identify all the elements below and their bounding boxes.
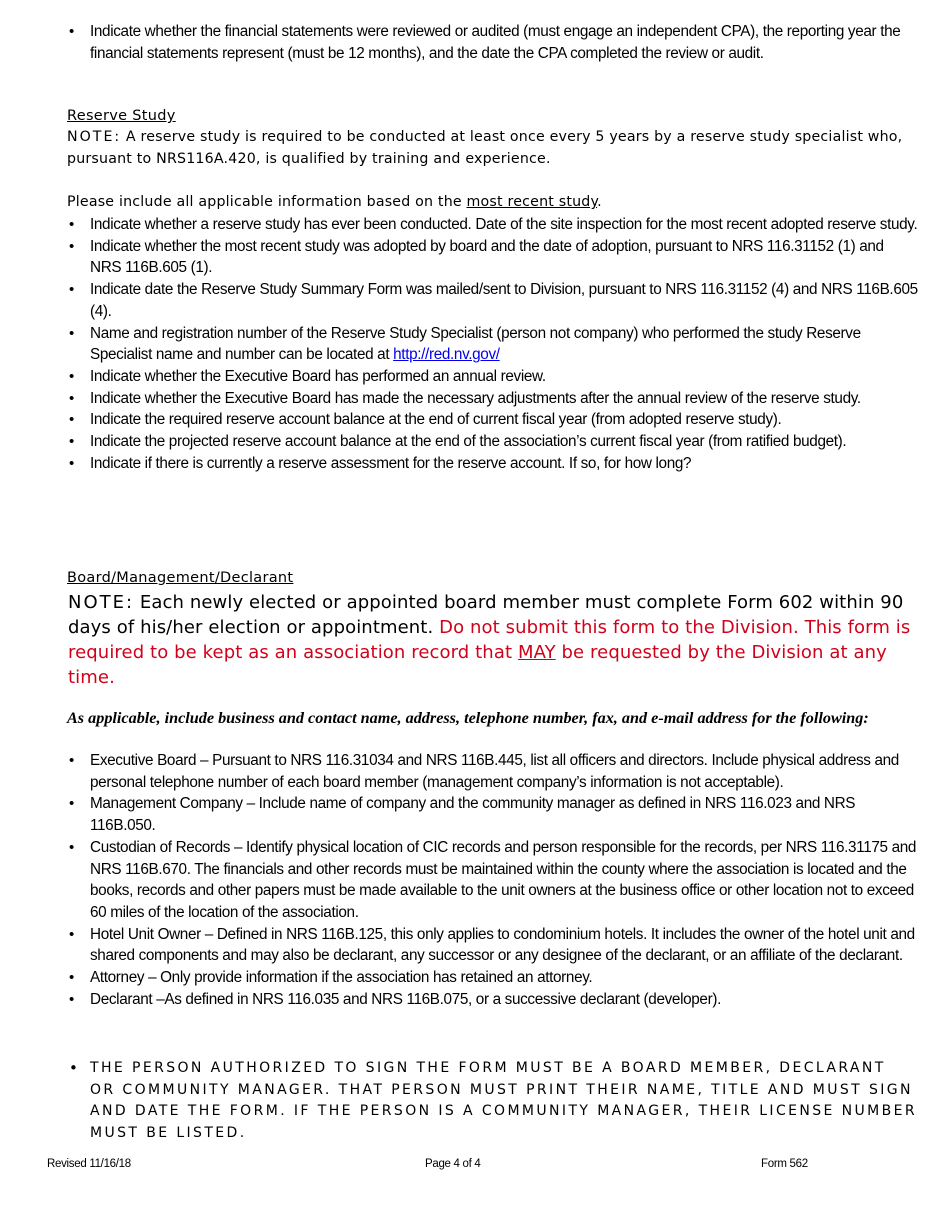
warning-text: Do not submit this form to the Division. This form is required to be kept as an association record that <box>68 617 911 663</box>
list-item: • Indicate whether a reserve study has ever been conducted. Date of the site inspection for the most recent adopted reserve study. <box>68 214 918 236</box>
list-item: • Attorney – Only provide information if the association has retained an attorney. <box>68 967 918 989</box>
reserve-study-intro <box>67 191 927 213</box>
list-item: • Indicate the required reserve account balance at the end of current fiscal year (from adopted reserve study). <box>68 409 918 431</box>
list-item: • Indicate date the Reserve Study Summary Form was mailed/sent to Division, pursuant to NRS 116.31152 (4) and NRS 116B.605 (4). <box>68 279 918 322</box>
reserve-study-note <box>67 126 927 170</box>
list-item: • THE PERSON AUTHORIZED TO SIGN THE FORM MUST BE A BOARD MEMBER, DECLARANT OR COMMUNITY MANAGER. THAT PERSON MUST PRINT THEIR NAME, TITLE AND MUST SIGN AND DATE THE FORM. IF THE PERSON IS A COMMUNITY MANAGER, THEIR LICENSE NUMBER MUST BE LISTED. <box>68 1058 918 1144</box>
intro-prefix: Please include all applicable information based on the <box>67 194 462 210</box>
list-item: • Declarant –As defined in NRS 116.035 and NRS 116B.075, or a successive declarant (developer). <box>68 989 918 1011</box>
board-list <box>68 750 918 1010</box>
list-item: • Management Company – Include name of company and the community manager as defined in NRS 116.023 and NRS 116B.050. <box>68 793 918 836</box>
note-text: Each newly elected or appointed board member must complete Form 602 within 90 days of his/her election or appointment. <box>68 592 904 638</box>
red-nv-gov-link[interactable]: http://red.nv.gov/ <box>393 346 500 364</box>
warning-text-end: be requested by the Division at any time. <box>68 642 887 688</box>
list-item: • Custodian of Records – Identify physical location of CIC records and person responsible for the records, per NRS 116.31175 and NRS 116B.670. The financials and other records must be maintained within the county where the association is located and the books, records and other papers must be made available to the unit owners at the business office or other location not to exceed 60 miles of the location of the association. <box>68 837 918 924</box>
footer-revised: Revised 11/16/18 <box>47 1158 131 1170</box>
list-item: • Indicate whether the financial statements were reviewed or audited (must engage an independent CPA), the reporting year the financial statements represent (must be 12 months), and the date the CPA completed the review or audit. <box>68 21 918 64</box>
footer-page-number: Page 4 of 4 <box>425 1158 481 1170</box>
list-item: • Executive Board – Pursuant to NRS 116.31034 and NRS 116B.445, list all officers and directors. Include physical address and personal telephone number of each board member (management company’s information is not acceptable). <box>68 750 918 793</box>
financial-statements-list <box>68 21 918 64</box>
list-item: • Indicate the projected reserve account balance at the end of the association’s current fiscal year (from ratified budget). <box>68 431 918 453</box>
reserve-study-list <box>68 214 918 474</box>
list-item: • Indicate whether the Executive Board has made the necessary adjustments after the annual review of the reserve study. <box>68 388 918 410</box>
note-label: NOTE: <box>68 592 135 613</box>
board-heading: Board/Management/Declarant <box>67 570 294 586</box>
list-item: • Indicate if there is currently a reserve assessment for the reserve account. If so, for how long? <box>68 453 918 475</box>
intro-underlined: most recent study <box>466 194 598 210</box>
signature-requirement-list <box>68 1058 918 1144</box>
list-item <box>68 323 918 366</box>
note-text: A reserve study is required to be conducted at least once every 5 years by a reserve study specialist who, pursuant to NRS116A.420, is qualified by training and experience. <box>67 129 903 167</box>
contact-instruction: As applicable, include business and contact name, address, telephone number, fax, and e-mail address for the following: <box>67 709 869 727</box>
note-label: NOTE: <box>67 129 122 145</box>
list-item: • Hotel Unit Owner – Defined in NRS 116B.125, this only applies to condominium hotels. It includes the owner of the hotel unit and shared components and may also be declarant, any successor or any designee of the declarant, or an affiliate of the declarant. <box>68 924 918 967</box>
list-item: • Indicate whether the most recent study was adopted by board and the date of adoption, pursuant to NRS 116.31152 (1) and NRS 116B.605 (1). <box>68 236 918 279</box>
list-item: • Indicate whether the Executive Board has performed an annual review. <box>68 366 918 388</box>
warning-underlined: MAY <box>517 642 556 663</box>
footer-form-number: Form 562 <box>761 1158 808 1170</box>
specialist-text: Name and registration number of the Reserve Study Specialist (person not company) who performed the study Reserve Specialist name and number can be located at <box>90 324 861 364</box>
board-note <box>68 590 928 690</box>
intro-suffix: . <box>597 194 602 210</box>
reserve-study-heading: Reserve Study <box>67 108 176 124</box>
